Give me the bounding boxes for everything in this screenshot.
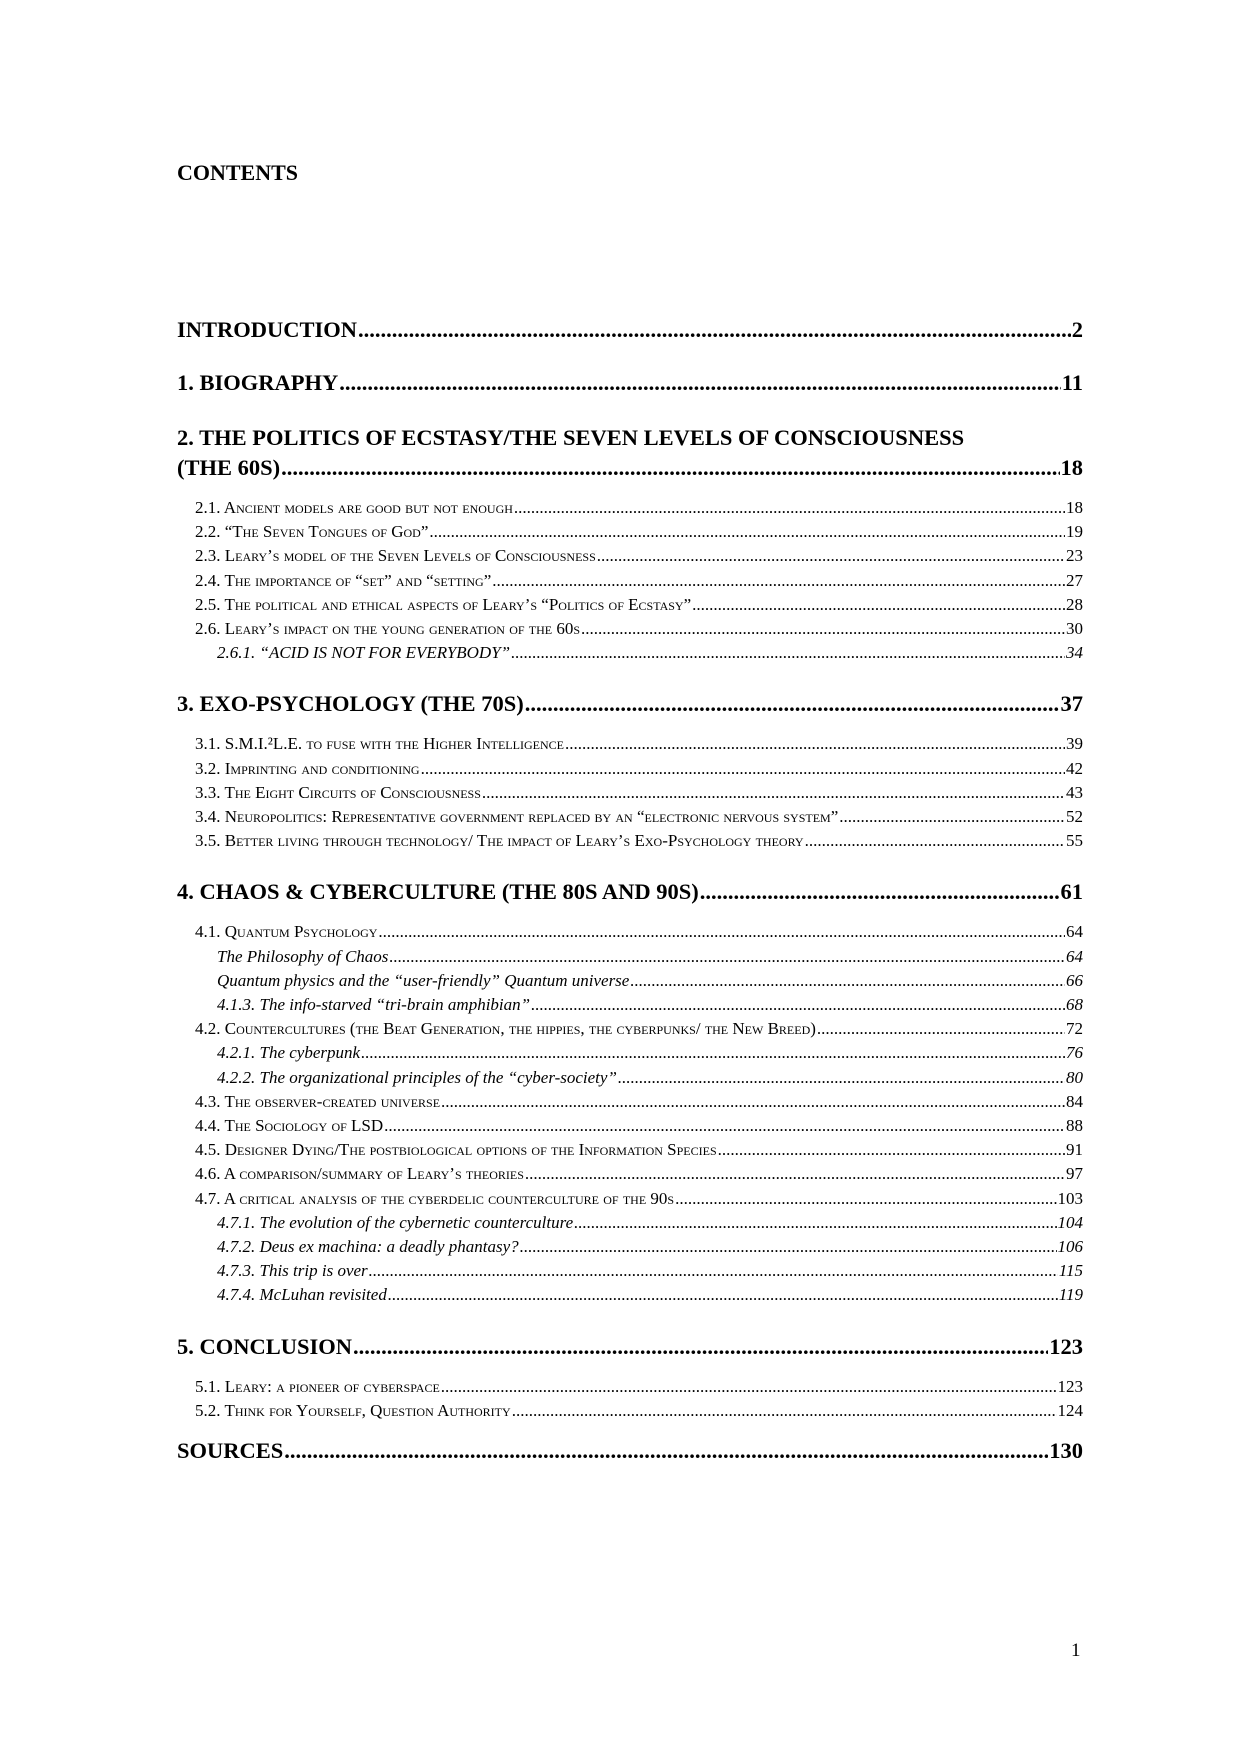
- toc-page-number: 97: [1066, 1164, 1083, 1184]
- toc-subsubentry[interactable]: [177, 1041, 1083, 1065]
- dot-leader: [511, 641, 1065, 665]
- toc-page-number: 66: [1066, 970, 1083, 990]
- dot-leader: [492, 569, 1065, 593]
- dot-leader: [353, 1333, 1048, 1361]
- dot-leader: [514, 496, 1065, 520]
- dot-leader: [630, 969, 1065, 993]
- toc-page-number: 43: [1066, 782, 1083, 802]
- toc-entry-label: 4. CHAOS & CYBERCULTURE (THE 80S AND 90S): [177, 879, 699, 905]
- toc-page-number: 80: [1066, 1067, 1083, 1087]
- toc-subentry[interactable]: [177, 781, 1083, 805]
- dot-leader: [421, 757, 1065, 781]
- toc-subsection-list: [177, 920, 1083, 1307]
- toc-page-number: 42: [1066, 758, 1083, 778]
- toc-subentry-label: 4.6. A comparison/summary of Leary’s theories: [195, 1164, 524, 1184]
- toc-subentry-label: 2.2. “The Seven Tongues of God”: [195, 522, 429, 542]
- toc-subentry-label: 2.3. Leary’s model of the Seven Levels of Consciousness: [195, 546, 596, 566]
- toc-page-number: 91: [1066, 1140, 1083, 1160]
- toc-page-number: 123: [1057, 1376, 1083, 1396]
- toc-subsubentry-label: 4.2.1. The cyberpunk: [217, 1043, 361, 1063]
- toc-entry-label-line2: (THE 60S): [177, 455, 281, 480]
- toc-subentry-label: 3.2. Imprinting and conditioning: [195, 758, 420, 778]
- toc-page-number: 84: [1066, 1091, 1083, 1111]
- toc-subentry-label: 2.4. The importance of “set” and “setting”: [195, 570, 492, 590]
- dot-leader: [839, 805, 1065, 829]
- toc-entry-label: INTRODUCTION: [177, 317, 358, 342]
- toc-page-number: 72: [1066, 1019, 1083, 1039]
- toc-subsubentry-label: 4.7.4. McLuhan revisited: [217, 1285, 387, 1305]
- toc-entry-chapter-2[interactable]: [177, 422, 1083, 482]
- dot-leader: [817, 1017, 1065, 1041]
- toc-page-number: 28: [1066, 594, 1083, 614]
- toc-subsection-list: [177, 1375, 1083, 1423]
- dot-leader: [525, 690, 1060, 718]
- toc-subentry-label: 4.1. Quantum Psychology: [195, 922, 378, 942]
- dot-leader: [482, 781, 1065, 805]
- dot-leader: [512, 1399, 1057, 1423]
- toc-subentry-label: 2.1. Ancient models are good but not enough: [195, 498, 513, 517]
- toc-page-number: 115: [1058, 1261, 1083, 1281]
- toc-subsubentry[interactable]: [177, 1235, 1083, 1259]
- toc-subentry-label: 3.4. Neuropolitics: Representative government replaced by an “electronic nervous system”: [195, 807, 839, 827]
- toc-subentry[interactable]: [177, 617, 1083, 641]
- toc-page-number: 30: [1066, 619, 1083, 639]
- toc-page-number: 104: [1057, 1212, 1083, 1232]
- dot-leader: [284, 1437, 1048, 1465]
- toc-subentry[interactable]: [177, 1162, 1083, 1186]
- toc-subentry[interactable]: [177, 520, 1083, 544]
- toc-page-number: 76: [1066, 1043, 1083, 1063]
- toc-subentry[interactable]: [177, 593, 1083, 617]
- dot-leader: [525, 1162, 1065, 1186]
- toc-subsubentry-label: 2.6.1. “ACID IS NOT FOR EVERYBODY”: [217, 643, 511, 663]
- dot-leader: [384, 1114, 1065, 1138]
- page-title: CONTENTS: [177, 160, 299, 185]
- toc-subentry[interactable]: [177, 1114, 1083, 1138]
- dot-leader: [675, 1187, 1056, 1211]
- toc-subentry[interactable]: [177, 1138, 1083, 1162]
- toc-entry-chapter-3[interactable]: [177, 690, 1083, 718]
- toc-subentry[interactable]: [177, 1090, 1083, 1114]
- toc-subentry[interactable]: [177, 732, 1083, 756]
- dot-leader: [389, 945, 1065, 969]
- toc-entry-introduction[interactable]: [177, 316, 1083, 344]
- page-number: 1: [1071, 1640, 1081, 1661]
- toc-subentry-label: 5.1. Leary: a pioneer of cyberspace: [195, 1376, 440, 1396]
- toc-page-number: 55: [1066, 831, 1083, 851]
- toc-subentry[interactable]: [177, 920, 1083, 944]
- toc-subsubentry[interactable]: [177, 641, 1083, 665]
- toc-subsubentry[interactable]: [177, 969, 1083, 993]
- toc-subsubentry-label: 4.2.2. The organizational principles of the “cyber-society”: [217, 1067, 617, 1087]
- toc-entry-label: 3. EXO-PSYCHOLOGY (THE 70S): [177, 691, 524, 717]
- toc-subentry[interactable]: [177, 1399, 1083, 1423]
- toc-subsubentry-label: Quantum physics and the “user-friendly” Quantum universe: [217, 970, 630, 990]
- toc-subsubentry[interactable]: [177, 1066, 1083, 1090]
- dot-leader: [574, 1211, 1056, 1235]
- toc-subsubentry-label: 4.7.1. The evolution of the cybernetic counterculture: [217, 1212, 574, 1232]
- toc-subentry-label: 4.5. Designer Dying/The postbiological options of the Information Species: [195, 1140, 717, 1160]
- dot-leader: [531, 993, 1065, 1017]
- dot-leader: [429, 520, 1065, 544]
- toc-subentry[interactable]: [177, 829, 1083, 853]
- toc-subentry[interactable]: [177, 1187, 1083, 1211]
- toc-subsection-list: [177, 496, 1083, 665]
- toc-page-number: 130: [1049, 1438, 1083, 1464]
- dot-leader: [441, 1090, 1065, 1114]
- toc-entry-chapter-5[interactable]: [177, 1333, 1083, 1361]
- toc-subentry-label: 4.7. A critical analysis of the cyberdelic counterculture of the 90s: [195, 1188, 675, 1208]
- dot-leader: [369, 1259, 1058, 1283]
- toc-subsubentry-label: 4.7.3. This trip is over: [217, 1261, 368, 1281]
- toc-subentry-label: 3.3. The Eight Circuits of Consciousness: [195, 782, 481, 802]
- toc-page-number: 18: [1066, 498, 1083, 517]
- toc-subentry[interactable]: [177, 569, 1083, 593]
- dot-leader: [805, 829, 1065, 853]
- toc-page-number: 68: [1066, 995, 1083, 1015]
- toc-entry-label: 5. CONCLUSION: [177, 1333, 353, 1359]
- toc-page-number: 124: [1057, 1400, 1083, 1420]
- dot-leader: [361, 1041, 1065, 1065]
- toc-page-number: 39: [1066, 734, 1083, 754]
- toc-page-number: 2: [1071, 317, 1083, 342]
- dot-leader: [281, 454, 1059, 482]
- toc-subsubentry[interactable]: [177, 945, 1083, 969]
- toc-subentry-label: 3.5. Better living through technology/ The impact of Leary’s Exo-Psychology theory: [195, 831, 804, 851]
- toc-page-number: 34: [1066, 643, 1083, 663]
- dot-leader: [692, 593, 1065, 617]
- toc-subentry[interactable]: [177, 496, 1083, 520]
- toc-subentry[interactable]: [177, 805, 1083, 829]
- toc-subsection-list: [177, 732, 1083, 853]
- toc-entry-label-line1: 2. THE POLITICS OF ECSTASY/THE SEVEN LEVELS OF CONSCIOUSNESS: [177, 425, 965, 450]
- dot-leader: [618, 1066, 1065, 1090]
- toc-subsubentry-label: The Philosophy of Chaos: [217, 946, 389, 966]
- toc-subentry-label: 4.3. The observer-created universe: [195, 1091, 441, 1111]
- toc-subsubentry[interactable]: [177, 1211, 1083, 1235]
- toc-subsubentry[interactable]: [177, 1283, 1083, 1307]
- toc-page-number: 52: [1066, 807, 1083, 827]
- dot-leader: [388, 1283, 1058, 1307]
- toc-page-number: 103: [1057, 1188, 1083, 1208]
- dot-leader: [358, 316, 1071, 344]
- toc-entry-sources[interactable]: [177, 1437, 1083, 1465]
- dot-leader: [378, 920, 1065, 944]
- toc-page-number: 64: [1066, 922, 1083, 942]
- toc-subsubentry-label: 4.1.3. The info-starved “tri-brain amphibian”: [217, 995, 531, 1015]
- toc-subentry-label: 4.2. Countercultures (the Beat Generation, the hippies, the cyberpunks/ the New Breed): [195, 1019, 816, 1039]
- toc-page-number: 11: [1061, 370, 1083, 395]
- toc-page-number: 61: [1060, 879, 1083, 905]
- dot-leader: [441, 1375, 1057, 1399]
- toc-page-number: 37: [1060, 691, 1083, 717]
- toc-subsubentry[interactable]: [177, 993, 1083, 1017]
- toc-subentry-label: 4.4. The Sociology of LSD: [195, 1116, 384, 1136]
- table-of-contents: [177, 316, 1083, 1465]
- toc-subentry[interactable]: [177, 1017, 1083, 1041]
- toc-subentry-label: 2.6. Leary’s impact on the young generation of the 60s: [195, 619, 581, 639]
- toc-subentry[interactable]: [177, 1375, 1083, 1399]
- toc-subentry-label: 3.1. S.M.I.²L.E. to fuse with the Higher Intelligence: [195, 734, 564, 754]
- toc-page-number: 19: [1066, 522, 1083, 542]
- toc-page-number: 64: [1066, 946, 1083, 966]
- dot-leader: [581, 617, 1065, 641]
- dot-leader: [520, 1235, 1057, 1259]
- toc-entry-chapter-4[interactable]: [177, 878, 1083, 906]
- toc-page-number: 23: [1066, 546, 1083, 566]
- toc-page-number: 119: [1058, 1285, 1083, 1305]
- toc-page-number: 27: [1066, 570, 1083, 590]
- toc-page-number: 106: [1057, 1237, 1083, 1257]
- dot-leader: [597, 544, 1065, 568]
- dot-leader: [700, 878, 1060, 906]
- toc-subentry[interactable]: [177, 544, 1083, 568]
- toc-subentry[interactable]: [177, 757, 1083, 781]
- toc-entry-biography[interactable]: [177, 369, 1083, 397]
- toc-subentry-label: 5.2. Think for Yourself, Question Authority: [195, 1400, 511, 1420]
- toc-subsubentry-label: 4.7.2. Deus ex machina: a deadly phantasy?: [217, 1237, 519, 1257]
- toc-page-number: 18: [1060, 455, 1083, 480]
- dot-leader: [565, 732, 1065, 756]
- toc-entry-label: 1. BIOGRAPHY: [177, 370, 339, 395]
- toc-subsubentry[interactable]: [177, 1259, 1083, 1283]
- dot-leader: [339, 369, 1060, 397]
- toc-subentry-label: 2.5. The political and ethical aspects of Leary’s “Politics of Ecstasy”: [195, 594, 692, 614]
- toc-page-number: 88: [1066, 1116, 1083, 1136]
- toc-entry-label: SOURCES: [177, 1438, 284, 1464]
- dot-leader: [718, 1138, 1065, 1162]
- toc-page-number: 123: [1049, 1333, 1083, 1359]
